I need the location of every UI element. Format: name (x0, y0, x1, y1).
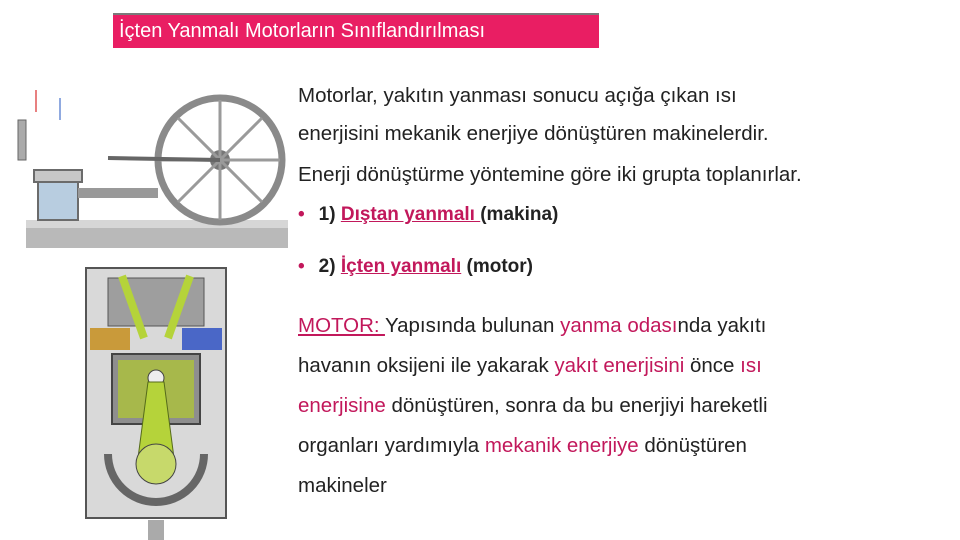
definition-line-2 (298, 348, 762, 384)
definition-line-4 (298, 428, 747, 464)
definition-text: organları yardımıyla (298, 434, 485, 457)
bullet-marker: • (298, 256, 305, 277)
definition-text: havanın oksijeni ile yakarak (298, 354, 555, 377)
external-combustion-link[interactable]: Dıştan yanmalı (340, 204, 481, 225)
definition-line-3 (298, 388, 768, 424)
definition-line-5: makineler (298, 474, 387, 497)
slide-title-bar (113, 13, 599, 48)
intro-line-3: Enerji dönüştürme yöntemine göre iki grupta toplanırlar. (298, 163, 802, 186)
highlight-heat: ısı (740, 354, 762, 377)
bullet-number: 1) (318, 204, 341, 225)
internal-combustion-link[interactable]: İçten yanmalı (340, 256, 462, 277)
piston-engine-cutaway (78, 258, 234, 540)
intro-line-1: Motorlar, yakıtın yanması sonucu açığa çıkan ısı (298, 84, 737, 107)
definition-text: dönüştüren (638, 434, 747, 457)
steam-engine-illustration (8, 80, 290, 248)
definition-text: nda yakıtı (677, 314, 767, 337)
highlight-mechanical-energy: mekanik enerjiye (484, 434, 639, 457)
definition-text: Yapısında bulunan (384, 314, 561, 337)
highlight-fuel-energy: yakıt enerjisini (554, 354, 685, 377)
slide-title: İçten Yanmalı Motorların Sınıflandırılması (119, 20, 486, 42)
definition-text: önce (684, 354, 741, 377)
highlight-combustion-chamber: yanma odası (560, 314, 678, 337)
highlight-heat-energy: enerjisine (298, 394, 386, 417)
bullet-suffix: (makina) (480, 204, 559, 225)
bullet-internal-combustion (298, 256, 533, 278)
definition-term: MOTOR: (298, 314, 385, 337)
definition-text: dönüştüren, sonra da bu enerjiyi hareketli (385, 394, 768, 417)
bullet-external-combustion (298, 204, 558, 226)
intro-line-2: enerjisini mekanik enerjiye dönüştüren makinelerdir. (298, 122, 769, 145)
definition-line-1 (298, 308, 766, 344)
bullet-number: 2) (318, 256, 341, 277)
bullet-suffix: (motor) (461, 256, 533, 277)
bullet-marker: • (298, 204, 305, 225)
